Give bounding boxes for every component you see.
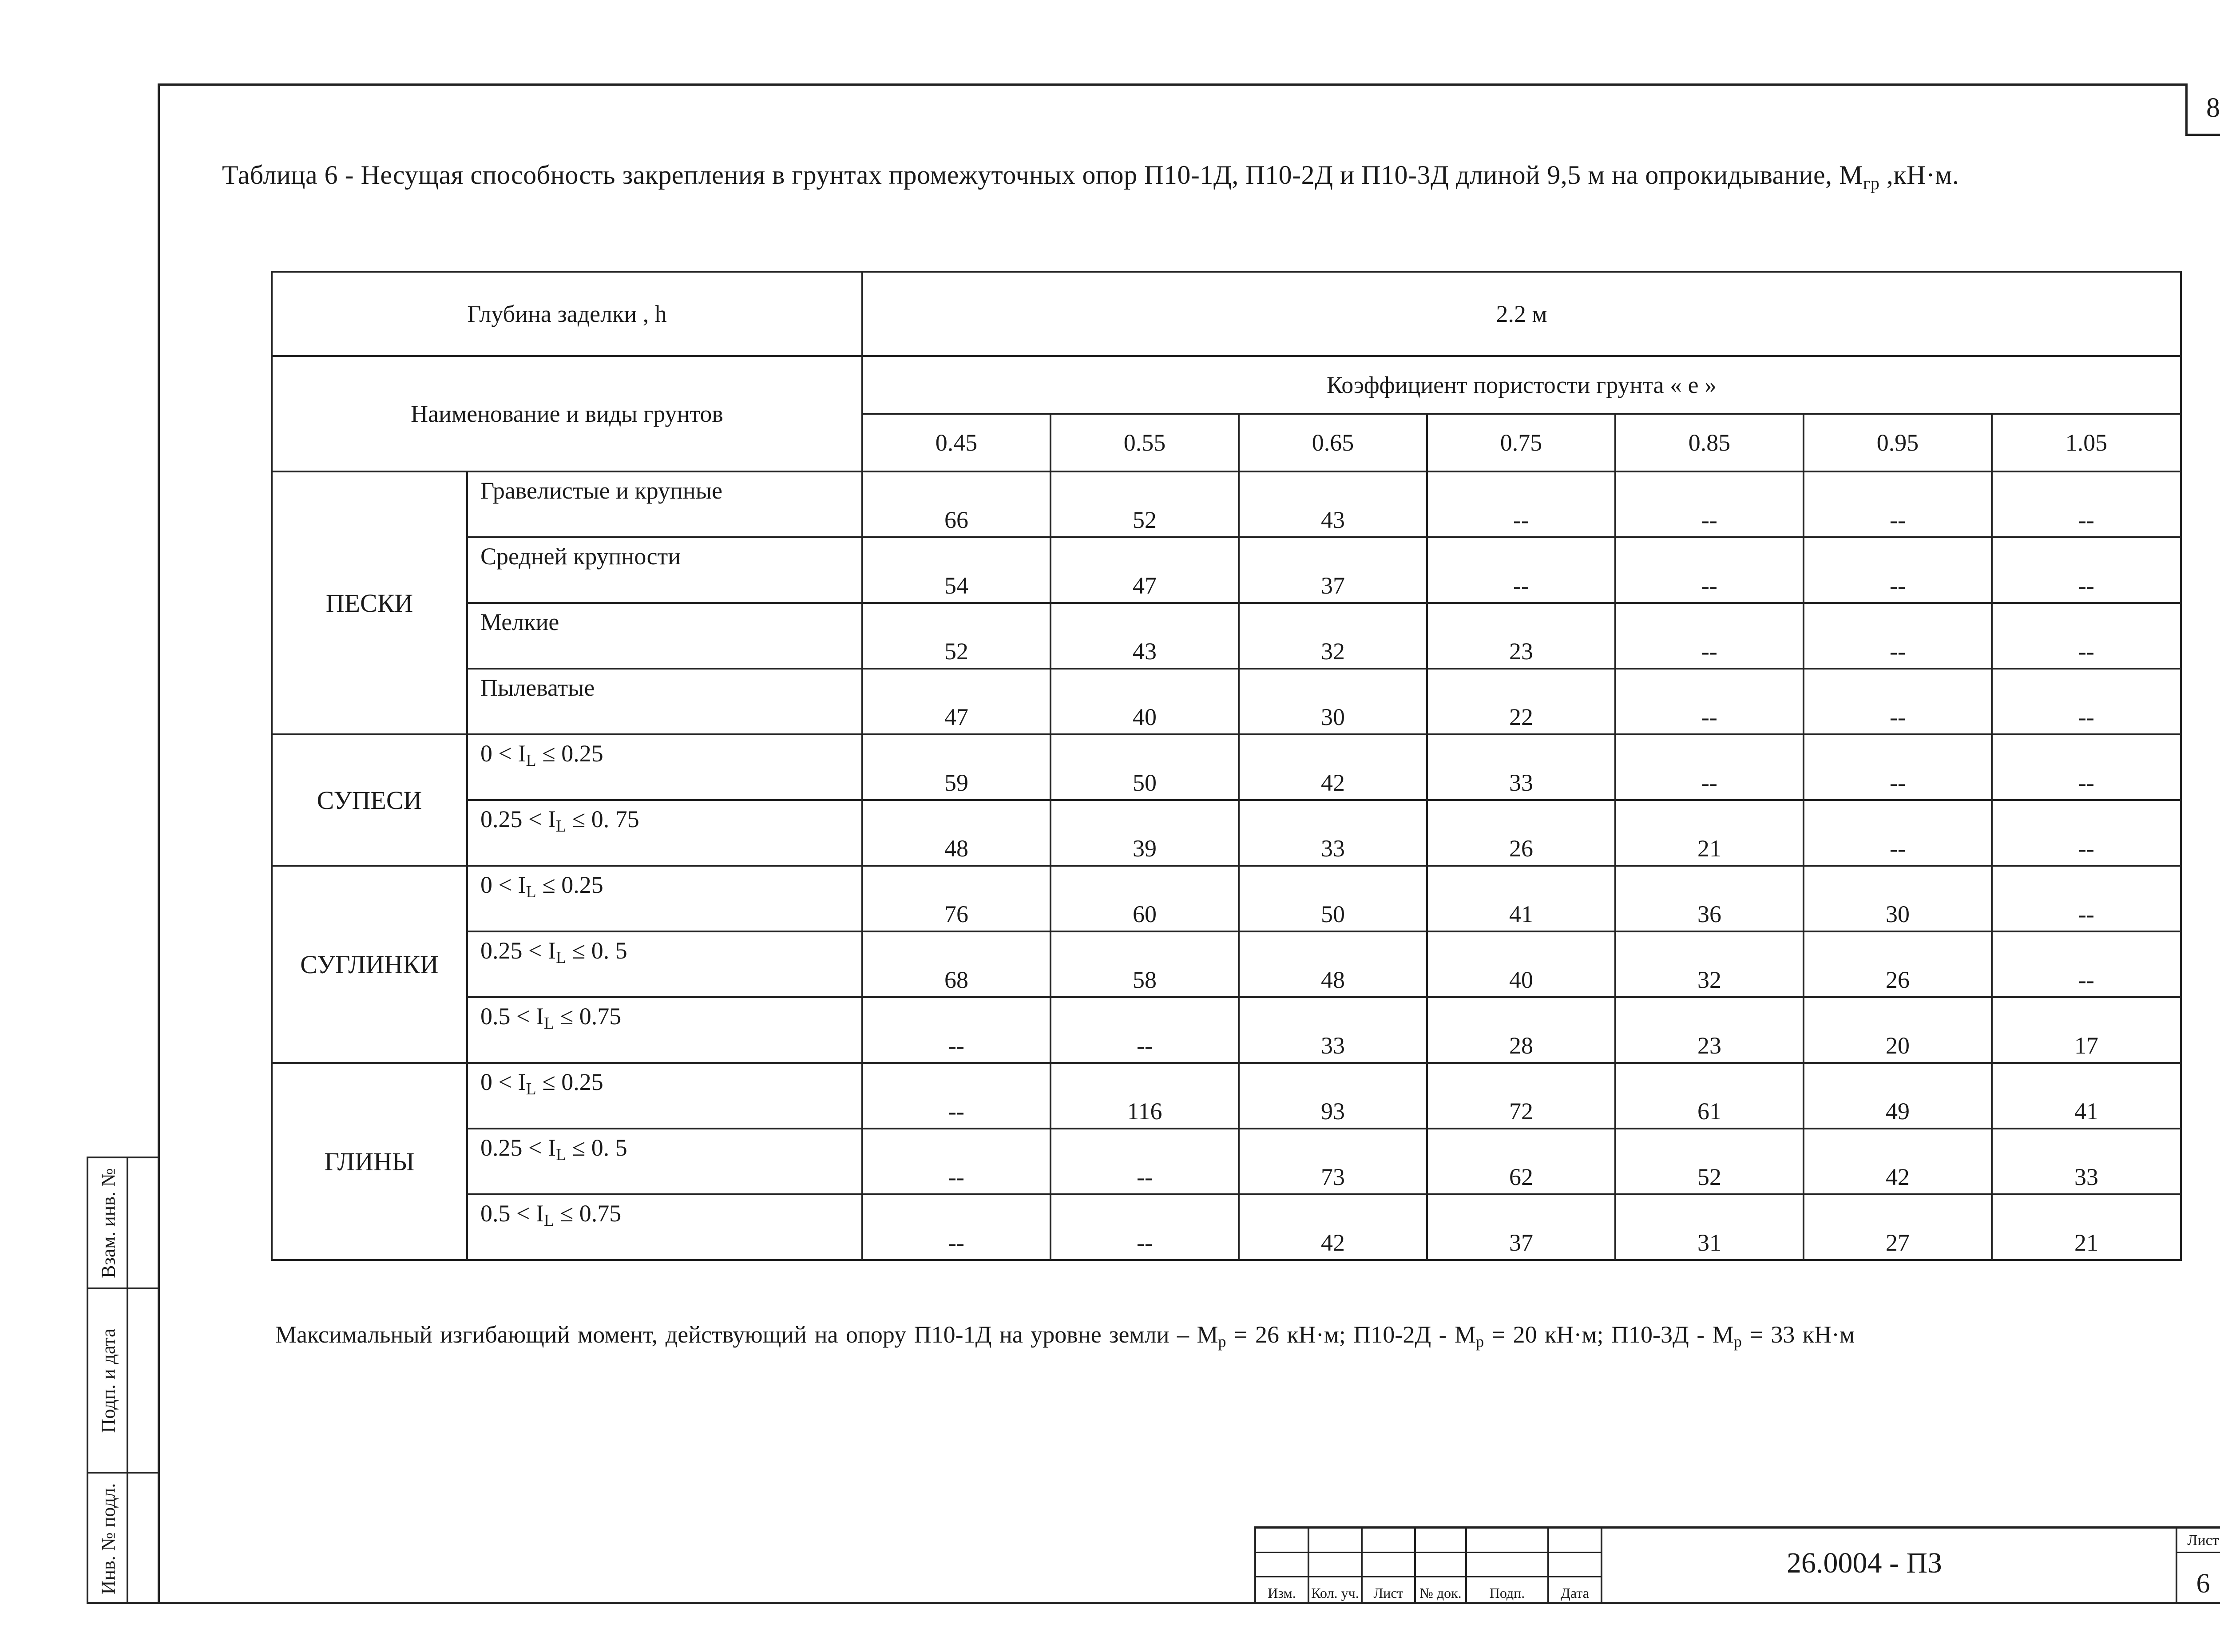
table-row <box>272 734 2181 800</box>
sheet-label: Лист <box>2177 1532 2220 1553</box>
soil-group-name: СУПЕСИ <box>272 734 467 866</box>
capacity-value: 48 <box>862 800 1051 866</box>
capacity-value: 26 <box>1427 800 1615 866</box>
title-block-row-line <box>1256 1576 1602 1577</box>
index-label-sub: L <box>526 751 536 770</box>
note-part4: = 33 кН·м <box>1741 1321 1855 1348</box>
soil-type-label <box>467 800 862 866</box>
index-label-post: ≤ 0.25 <box>536 1069 603 1095</box>
capacity-value: 33 <box>1239 997 1427 1063</box>
side-label-inventory: Инв. № подл. <box>97 1483 119 1595</box>
title-block-column-label: Подп. <box>1489 1585 1525 1601</box>
depth-value: 2.2 м <box>862 272 2181 356</box>
capacity-value: 59 <box>862 734 1051 800</box>
soil-label-text: Средней крупности <box>480 543 681 570</box>
index-label-post: ≤ 0. 5 <box>566 1134 627 1161</box>
coef-value: 0.45 <box>862 414 1051 471</box>
bearing-capacity-table <box>271 271 2182 1261</box>
title-text: Таблица 6 - Несущая способность закрепления в грунтах промежуточных опор П10-1Д, П10-2Д и П10-3Д длиной 9,5 м на опрокидывание, М <box>222 160 1863 190</box>
note-part3: = 20 кН·м; П10-3Д - М <box>1484 1321 1734 1348</box>
table-row <box>272 800 2181 866</box>
index-label-post: ≤ 0.75 <box>554 1003 622 1030</box>
index-label-pre: 0.25 < I <box>480 937 556 964</box>
index-label-pre: 0 < I <box>480 872 526 898</box>
capacity-value: 68 <box>862 931 1051 997</box>
table-row <box>272 471 2181 537</box>
capacity-value: 22 <box>1427 669 1615 734</box>
index-label-sub: L <box>555 817 567 836</box>
capacity-value: -- <box>1992 866 2181 931</box>
note-sub3: р <box>1733 1333 1742 1351</box>
title-tail: ,кН·м. <box>1879 160 1959 190</box>
title-block-column-label: Дата <box>1561 1585 1589 1601</box>
capacity-value: 20 <box>1804 997 1992 1063</box>
soil-type-label <box>467 1063 862 1129</box>
table-row <box>272 669 2181 734</box>
capacity-value: 33 <box>1239 800 1427 866</box>
capacity-value: 30 <box>1239 669 1427 734</box>
capacity-value: 62 <box>1427 1129 1615 1194</box>
capacity-value: 36 <box>1615 866 1804 931</box>
coef-value: 0.65 <box>1239 414 1427 471</box>
index-label-sub: L <box>543 1211 555 1230</box>
capacity-value: 33 <box>1427 734 1615 800</box>
title-block <box>1254 1526 2220 1604</box>
note-part2: = 26 кН·м; П10-2Д - М <box>1226 1321 1476 1348</box>
capacity-value: -- <box>1051 997 1239 1063</box>
soil-type-label <box>467 997 862 1063</box>
soil-type-label <box>467 537 862 603</box>
document-code: 26.0004 - ПЗ <box>1787 1547 1942 1579</box>
side-label-replace: Взам. инв. № <box>97 1168 119 1278</box>
soil-type-label <box>467 1194 862 1260</box>
index-label-pre: 0 < I <box>480 740 526 767</box>
note-sub2: р <box>1476 1333 1484 1351</box>
title-block-column-label: Лист <box>1373 1585 1403 1601</box>
capacity-value: -- <box>1427 471 1615 537</box>
index-label-sub: L <box>555 948 567 967</box>
index-label-sub: L <box>555 1145 567 1164</box>
capacity-value: -- <box>862 997 1051 1063</box>
soil-label-text: Мелкие <box>480 609 559 635</box>
capacity-value: -- <box>1992 734 2181 800</box>
table-row <box>272 1063 2181 1129</box>
title-block-column <box>1549 1529 1602 1604</box>
side-stamp <box>87 1157 160 1604</box>
capacity-value: -- <box>1804 800 1992 866</box>
index-label-post: ≤ 0. 5 <box>566 937 627 964</box>
capacity-value: 40 <box>1427 931 1615 997</box>
capacity-value: 50 <box>1239 866 1427 931</box>
index-label-pre: 0.25 < I <box>480 806 556 832</box>
capacity-value: 43 <box>1051 603 1239 669</box>
index-label-pre: 0.25 < I <box>480 1134 556 1161</box>
capacity-value: 33 <box>1992 1129 2181 1194</box>
capacity-value: 72 <box>1427 1063 1615 1129</box>
capacity-value: 52 <box>862 603 1051 669</box>
capacity-value: 39 <box>1051 800 1239 866</box>
table-row <box>272 866 2181 931</box>
soil-type-label <box>467 734 862 800</box>
side-cell-replace <box>88 1158 160 1289</box>
capacity-value: 37 <box>1427 1194 1615 1260</box>
capacity-value: -- <box>1992 471 2181 537</box>
capacity-value: 32 <box>1615 931 1804 997</box>
index-label-post: ≤ 0.25 <box>536 872 603 898</box>
capacity-value: 23 <box>1427 603 1615 669</box>
capacity-value: 30 <box>1804 866 1992 931</box>
capacity-value: 76 <box>862 866 1051 931</box>
capacity-value: -- <box>1615 537 1804 603</box>
title-block-grid <box>1256 1529 1602 1604</box>
side-cell-inventory <box>88 1474 160 1604</box>
soil-type-label <box>467 866 862 931</box>
title-block-column <box>1256 1529 1309 1604</box>
soil-group-name: ПЕСКИ <box>272 471 467 734</box>
index-label-post: ≤ 0.25 <box>536 740 603 767</box>
soil-header: Наименование и виды грунтов <box>272 356 862 471</box>
capacity-value: -- <box>1992 931 2181 997</box>
soil-group-name: СУГЛИНКИ <box>272 866 467 1063</box>
capacity-value: 48 <box>1239 931 1427 997</box>
capacity-value: -- <box>1051 1129 1239 1194</box>
side-cell-sign <box>88 1289 160 1474</box>
capacity-value: -- <box>1615 734 1804 800</box>
capacity-value: 32 <box>1239 603 1427 669</box>
index-label-pre: 0 < I <box>480 1069 526 1095</box>
table-row <box>272 1194 2181 1260</box>
capacity-value: -- <box>1804 734 1992 800</box>
capacity-value: 23 <box>1615 997 1804 1063</box>
index-label-sub: L <box>526 1080 536 1098</box>
capacity-value: -- <box>1804 537 1992 603</box>
title-block-column <box>1416 1529 1467 1604</box>
capacity-value: -- <box>1615 669 1804 734</box>
capacity-value: -- <box>862 1129 1051 1194</box>
index-label-sub: L <box>543 1014 555 1033</box>
coef-value: 0.75 <box>1427 414 1615 471</box>
capacity-value: 21 <box>1615 800 1804 866</box>
capacity-value: -- <box>1615 471 1804 537</box>
page-number: 8 <box>2185 83 2220 136</box>
title-block-row-line <box>1256 1552 1602 1553</box>
capacity-value: 50 <box>1051 734 1239 800</box>
capacity-value: 73 <box>1239 1129 1427 1194</box>
sheet-number: 6 <box>2196 1569 2210 1599</box>
soil-group-name: ГЛИНЫ <box>272 1063 467 1260</box>
capacity-value: 43 <box>1239 471 1427 537</box>
note-sub1: р <box>1218 1333 1226 1351</box>
capacity-value: 49 <box>1804 1063 1992 1129</box>
capacity-value: 93 <box>1239 1063 1427 1129</box>
capacity-value: 41 <box>1427 866 1615 931</box>
coef-value: 0.95 <box>1804 414 1992 471</box>
max-moment-note <box>275 1321 1855 1351</box>
side-label-sign: Подп. и дата <box>97 1328 119 1433</box>
capacity-value: 42 <box>1239 1194 1427 1260</box>
capacity-value: -- <box>1804 471 1992 537</box>
capacity-value: -- <box>1992 603 2181 669</box>
note-part1: Максимальный изгибающий момент, действующий на опору П10-1Д на уровне земли – М <box>275 1321 1218 1348</box>
capacity-value: -- <box>1615 603 1804 669</box>
capacity-value: 26 <box>1804 931 1992 997</box>
title-block-column <box>1467 1529 1549 1604</box>
capacity-value: -- <box>862 1194 1051 1260</box>
coef-value: 0.55 <box>1051 414 1239 471</box>
capacity-value: 52 <box>1615 1129 1804 1194</box>
capacity-value: -- <box>862 1063 1051 1129</box>
table-title <box>222 160 1959 194</box>
table-row <box>272 1129 2181 1194</box>
depth-label: Глубина заделки , h <box>272 272 862 356</box>
capacity-value: 41 <box>1992 1063 2181 1129</box>
index-label-post: ≤ 0.75 <box>554 1200 622 1227</box>
capacity-value: 31 <box>1615 1194 1804 1260</box>
capacity-value: 21 <box>1992 1194 2181 1260</box>
sheet-box <box>2176 1529 2220 1604</box>
capacity-value: 54 <box>862 537 1051 603</box>
capacity-value: 47 <box>862 669 1051 734</box>
capacity-value: -- <box>1051 1194 1239 1260</box>
coef-header: Коэффициент пористости грунта « е » <box>862 356 2181 414</box>
soil-type-label <box>467 931 862 997</box>
capacity-value: 17 <box>1992 997 2181 1063</box>
capacity-value: 116 <box>1051 1063 1239 1129</box>
table-row <box>272 997 2181 1063</box>
index-label-sub: L <box>526 883 536 901</box>
capacity-value: -- <box>1804 669 1992 734</box>
capacity-value: 60 <box>1051 866 1239 931</box>
capacity-value: 37 <box>1239 537 1427 603</box>
table-row <box>272 603 2181 669</box>
capacity-value: 52 <box>1051 471 1239 537</box>
capacity-value: 42 <box>1239 734 1427 800</box>
capacity-value: 42 <box>1804 1129 1992 1194</box>
capacity-value: -- <box>1992 800 2181 866</box>
title-block-column-label: Кол. уч. <box>1311 1585 1359 1601</box>
soil-type-label <box>467 669 862 734</box>
capacity-value: -- <box>1992 537 2181 603</box>
capacity-value: 66 <box>862 471 1051 537</box>
capacity-value: 27 <box>1804 1194 1992 1260</box>
soil-type-label <box>467 471 862 537</box>
capacity-value: 28 <box>1427 997 1615 1063</box>
soil-label-text: Гравелистые и крупные <box>480 477 723 504</box>
index-label-post: ≤ 0. 75 <box>566 806 639 832</box>
table-row <box>272 931 2181 997</box>
capacity-value: -- <box>1427 537 1615 603</box>
coef-value: 0.85 <box>1615 414 1804 471</box>
title-block-column-label: Изм. <box>1268 1585 1296 1601</box>
capacity-value: 61 <box>1615 1063 1804 1129</box>
title-block-column <box>1309 1529 1363 1604</box>
capacity-value: 40 <box>1051 669 1239 734</box>
index-label-pre: 0.5 < I <box>480 1200 544 1227</box>
index-label-pre: 0.5 < I <box>480 1003 544 1030</box>
capacity-value: 58 <box>1051 931 1239 997</box>
soil-type-label <box>467 603 862 669</box>
coef-value: 1.05 <box>1992 414 2181 471</box>
title-block-column-label: № док. <box>1419 1585 1462 1601</box>
capacity-value: 47 <box>1051 537 1239 603</box>
soil-label-text: Пылеватые <box>480 674 595 701</box>
title-block-column <box>1363 1529 1416 1604</box>
capacity-value: -- <box>1992 669 2181 734</box>
soil-type-label <box>467 1129 862 1194</box>
capacity-value: -- <box>1804 603 1992 669</box>
title-subscript: гр <box>1863 173 1880 193</box>
table-row <box>272 537 2181 603</box>
